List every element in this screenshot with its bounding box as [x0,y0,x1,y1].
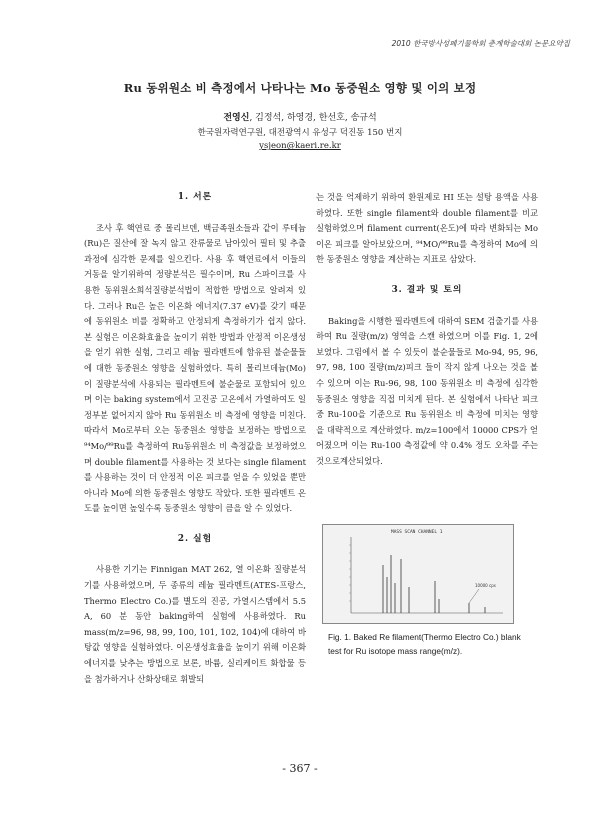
intro-paragraph: 조사 후 핵연료 중 몰리브덴, 백금족원소들과 같이 루테늄(Ru)은 질산에 잘 녹지 않고 잔류물로 남아있어 필터 및 추출과정에 심각한 문제를 일으킨다. 사용 후 핵연료에서 이들의 거동을 알기위하여 정량분석은 필수이며, Ru 스파이크를 사용한 동위원소희석질량분석법이 적합한 방법으로 알려져 있다. 그러나 Ru은 높은 이온화 에너지(7.37 eV)를 갖기 때문에 동위원소 비를 정확하고 안정되게 측정하기가 쉽지 않다. 본 실험은 이온화효율을 높이기 위한 방법과 안정적 이온생성을 얻기 위한 실험, 그리고 레늄 필라멘트에 함유된 불순물들에 대한 동중원소 영향을 실험하였다. 특히 몰리브데늄(Mo)이 질량분석에 사용되는 필라멘트에 불순물로 포함되어 있으며 이는 baking system에서 고진공 고온에서 가열하여도 일정부분 없어지지 않아 Ru 동위원소 비 측정에 영향을 미친다. 따라서 Mo로부터 오는 동중원소 영향을 보정하는 방법으로 ⁹⁴Mo/⁹⁹Ru를 측정하여 Ru동위원소 비 측정값을 보정하였으며 double filament를 사용하는 것 보다는 single filament를 사용하는 것이 더 안정적 이온 피크를 얻을 수 있었을 뿐만 아니라 Mo에 의한 동중원소 영향도 작았다. 또한 필라멘트 온도를 높이면 높일수록 동중원소 영향이 큼을 알 수 있었다. [84,222,306,514]
page-number: - 367 - [282,762,318,775]
annotation-label: 10000 cps [475,583,496,588]
results-paragraph: Baking을 시행한 필라멘트에 대하여 SEM 검출기를 사용하여 Ru 질량(m/z) 영역을 스캔 하였으며 이를 Fig. 1, 2에 보였다. 그림에서 볼 수 있듯이 불순물들로 Mo-94, 95, 96, 97, 98, 100 질량(m/z)피크 들이 작지 않게 나오는 것을 볼 수 있으며 이는 Ru-96, 98, 100 동위원소 비 측정에 심각한 동중원소 영향을 직접 미치게 된다. 본 실험에서 나타난 피크 중 Ru-100을 기준으로 Ru 동위원소 비 측정에 미치는 영향을 대략적으로 계산하였다. m/z=100에서 10000 CPS가 얻어졌으며 이는 Ru-100 측정값에 약 0.4% 정도 오차를 주는 것으로계산되었다. [316,315,538,466]
figure-1-mass-scan [322,524,514,624]
co-authors: , 김정석, 하영경, 한선호, 송규석 [249,113,377,123]
right-column [316,190,538,470]
experiment-continued: 는 것을 억제하기 위하여 환원제로 HI 또는 설탕 용액을 사용하였다. 또한 single filament와 double filament를 비교 실험하였으며 filament current(온도)에 따라 변화되는 Mo 이온 피크를 알아보았으며, ⁹⁴MO/⁹⁹Ru를 측정하여 Mo에 의한 동중원소 영향을 계산하는 지표로 삼았다. [316,192,538,265]
author-email[interactable] [0,141,600,151]
paper-title: Ru 동위원소 비 측정에서 나타나는 Mo 동중원소 영향 및 이의 보정 [123,81,477,95]
mass-scan-plot [323,525,513,623]
affiliation: 한국원자력연구원, 대전광역시 유성구 덕진동 150 번지 [197,128,403,138]
section-heading-experiment: 2. 실험 [177,533,213,544]
experiment-paragraph: 사용한 기기는 Finnigan MAT 262, 열 이온화 질량분석기를 사용하였으며, 두 종류의 레늄 필라멘트(ATES-프랑스, Thermo Electro Co.)를 별도의 진공, 가열시스템에서 5.5 A, 60 분 동안 baking하여 실험에 사용하였다. Ru mass(m/z=96, 98, 99, 100, 101, 102, 104)에 대하여 바탕값 영향을 실험하였다. 이온생성효율을 높이기 위해 이온화 에너지를 낮추는 방법으로 보론, 바륨, 실리케이트 화합물 등을 첨가하거나 산화상태로 휘발되 [84,564,306,684]
caption-label: Fig. 1. [328,632,352,642]
conference-header: 2010 한국방사성폐기물학회 춘계학술대회 논문요약집 [391,39,570,48]
section-heading-intro: 1. 서론 [177,192,213,202]
plot-background [323,525,513,623]
caption-text: Baked Re filament(Thermo Electro Co.) blank test for Ru isotope mass range(m/z). [328,632,521,656]
left-column [84,190,306,687]
first-author: 전영신 [223,113,250,123]
author-list [0,110,600,123]
figure-caption [328,630,528,658]
scan-title: MASS SCAN CHANNEL 1 [391,530,443,535]
section-heading-results: 3. 결과 및 토의 [391,284,463,295]
email-link[interactable]: ysjeon@kaeri.re.kr [259,141,341,151]
